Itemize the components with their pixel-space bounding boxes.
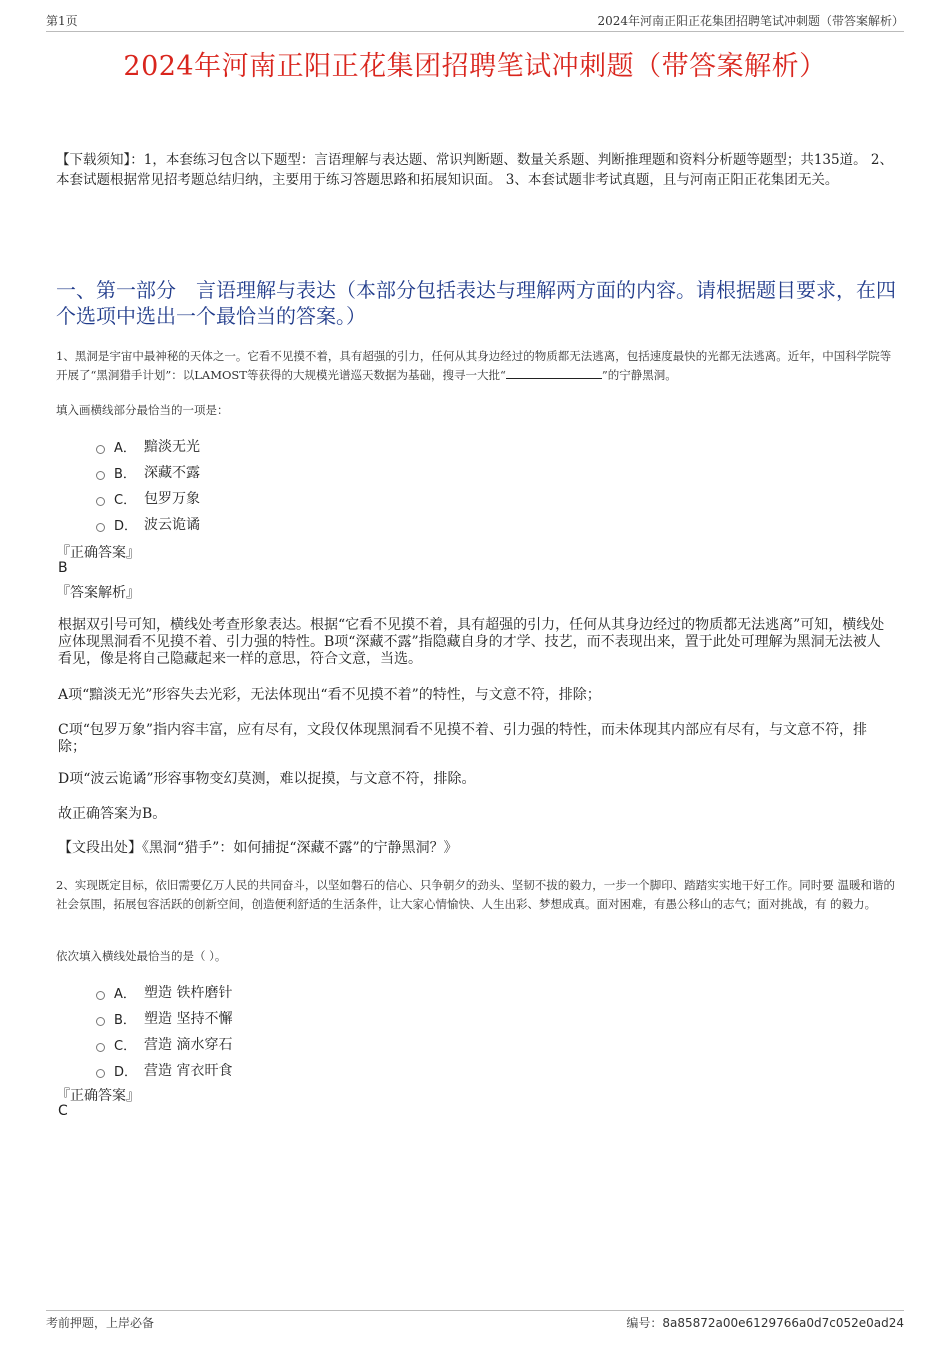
radio-icon[interactable] xyxy=(96,1043,105,1052)
radio-icon[interactable] xyxy=(96,445,105,454)
option-text: 塑造 铁杵磨针 xyxy=(144,985,233,1001)
analysis-paragraph: C项“包罗万象”指内容丰富，应有尽有，文段仅体现黑洞看不见摸不着、引力强的特性，而未体现其内部应有尽有，与文意不符，排除； xyxy=(58,722,868,755)
option-b[interactable]: B． 深藏不露 xyxy=(96,459,200,485)
radio-icon[interactable] xyxy=(96,1017,105,1026)
answer-label: 『正确答案』 xyxy=(56,1088,140,1104)
question-1-options xyxy=(96,433,200,537)
question-1-prompt: 填入画横线部分最恰当的一项是： xyxy=(56,403,229,417)
correct-answer: C xyxy=(58,1103,68,1119)
option-text: 营造 宵衣旰食 xyxy=(144,1063,233,1079)
radio-icon[interactable] xyxy=(96,471,105,480)
option-text: 黯淡无光 xyxy=(144,439,200,455)
footer-id xyxy=(626,1314,904,1331)
section-title: 言语理解与表达（本部分包括表达与理解两方面的内容。请根据题目要求，在四个选项中选出一个最恰当的答案。） xyxy=(56,278,896,328)
question-2-options xyxy=(96,979,232,1083)
option-a[interactable]: A． 黯淡无光 xyxy=(96,433,200,459)
radio-icon[interactable] xyxy=(96,1069,105,1078)
question-1-text xyxy=(56,347,901,385)
section-heading xyxy=(56,277,896,329)
option-text: 包罗万象 xyxy=(144,491,200,507)
analysis-conclusion: 故正确答案为B。 xyxy=(58,806,167,822)
page-number: 第1页 xyxy=(46,14,78,28)
fill-blank xyxy=(506,368,602,379)
question-1-text-after: ”的宁静黑洞。 xyxy=(601,368,677,382)
option-text: 波云诡谲 xyxy=(144,517,200,533)
analysis-paragraph: D项“波云诡谲”形容事物变幻莫测，难以捉摸，与文意不符，排除。 xyxy=(58,771,476,787)
question-2-text: 2、实现既定目标，依旧需要亿万人民的共同奋斗，以坚如磐石的信心、只争朝夕的劲头、坚韧不拔的毅力，一步一个脚印、踏踏实实地干好工作。同时要 温暖和谐的社会氛围，拓展包容活跃的创新空间，创造便利舒适的生活条件，让大家心情愉快、人生出彩、梦想成真。面对困难，有愚公移山的志气；面对挑战，有 的毅力。 xyxy=(56,878,895,911)
radio-icon[interactable] xyxy=(96,991,105,1000)
analysis-label: 『答案解析』 xyxy=(56,585,140,601)
analysis-paragraph: 根据双引号可知，横线处考查形象表达。根据“它看不见摸不着，具有超强的引力，任何从其身边经过的物质都无法逃离”可知，横线处应体现黑洞看不见摸不着、引力强的特性。B项“深藏不露”指隐藏自身的才学、技艺，而不表现出来，置于此处可理解为黑洞无法被人看见，像是将自己隐藏起来一样的意思，符合文意，当选。 xyxy=(58,617,885,667)
radio-icon[interactable] xyxy=(96,497,105,506)
option-text: 塑造 坚持不懈 xyxy=(144,1011,233,1027)
option-c[interactable]: C． 包罗万象 xyxy=(96,485,200,511)
option-b[interactable]: B． 塑造 坚持不懈 xyxy=(96,1005,232,1031)
question-2-prompt: 依次填入横线处最恰当的是（ ）。 xyxy=(56,949,227,963)
footer-divider xyxy=(46,1310,904,1311)
section-part: 一、第一部分 xyxy=(56,278,176,302)
option-c[interactable]: C． 营造 滴水穿石 xyxy=(96,1031,232,1057)
header-divider xyxy=(46,31,904,32)
download-notice: 【下载须知】：1，本套练习包含以下题型：言语理解与表达题、常识判断题、数量关系题、判断推理题和资料分析题等题型；共135道。 2、本套试题根据常见招考题总结归纳，主要用于练习答题思路和拓展知识面。 3、本套试题非考试真题，且与河南正阳正花集团无关。 xyxy=(56,152,893,188)
answer-label: 『正确答案』 xyxy=(56,545,140,561)
running-header-title: 2024年河南正阳正花集团招聘笔试冲刺题（带答案解析） xyxy=(597,14,904,28)
footer-id-code: 8a85872a00e6129766a0d7c052e0ad24 xyxy=(662,1316,904,1330)
footer-id-label: 编号： xyxy=(626,1316,663,1330)
option-d[interactable]: D． 波云诡谲 xyxy=(96,511,200,537)
option-text: 深藏不露 xyxy=(144,465,200,481)
question-1-text-before: 1、黑洞是宇宙中最神秘的天体之一。它看不见摸不着，具有超强的引力，任何从其身边经过的物质都无法逃离，包括速度最快的光都无法逃离。近年，中国科学院等开展了“黑洞猎手计划”：以LAMOST等获得的大规模光谱巡天数据为基础，搜寻一大批“ xyxy=(56,349,892,382)
option-text: 营造 滴水穿石 xyxy=(144,1037,233,1053)
text-source: 【文段出处】《黑洞“猎手”：如何捕捉“深藏不露”的宁静黑洞？》 xyxy=(58,840,458,856)
radio-icon[interactable] xyxy=(96,523,105,532)
option-d[interactable]: D． 营造 宵衣旰食 xyxy=(96,1057,232,1083)
correct-answer: B xyxy=(58,560,68,576)
option-a[interactable]: A． 塑造 铁杵磨针 xyxy=(96,979,232,1005)
analysis-paragraph: A项“黯淡无光”形容失去光彩，无法体现出“看不见摸不着”的特性，与文意不符，排除； xyxy=(58,687,601,703)
footer-slogan: 考前押题，上岸必备 xyxy=(46,1316,155,1330)
document-title: 2024年河南正阳正花集团招聘笔试冲刺题（带答案解析） xyxy=(123,51,827,82)
